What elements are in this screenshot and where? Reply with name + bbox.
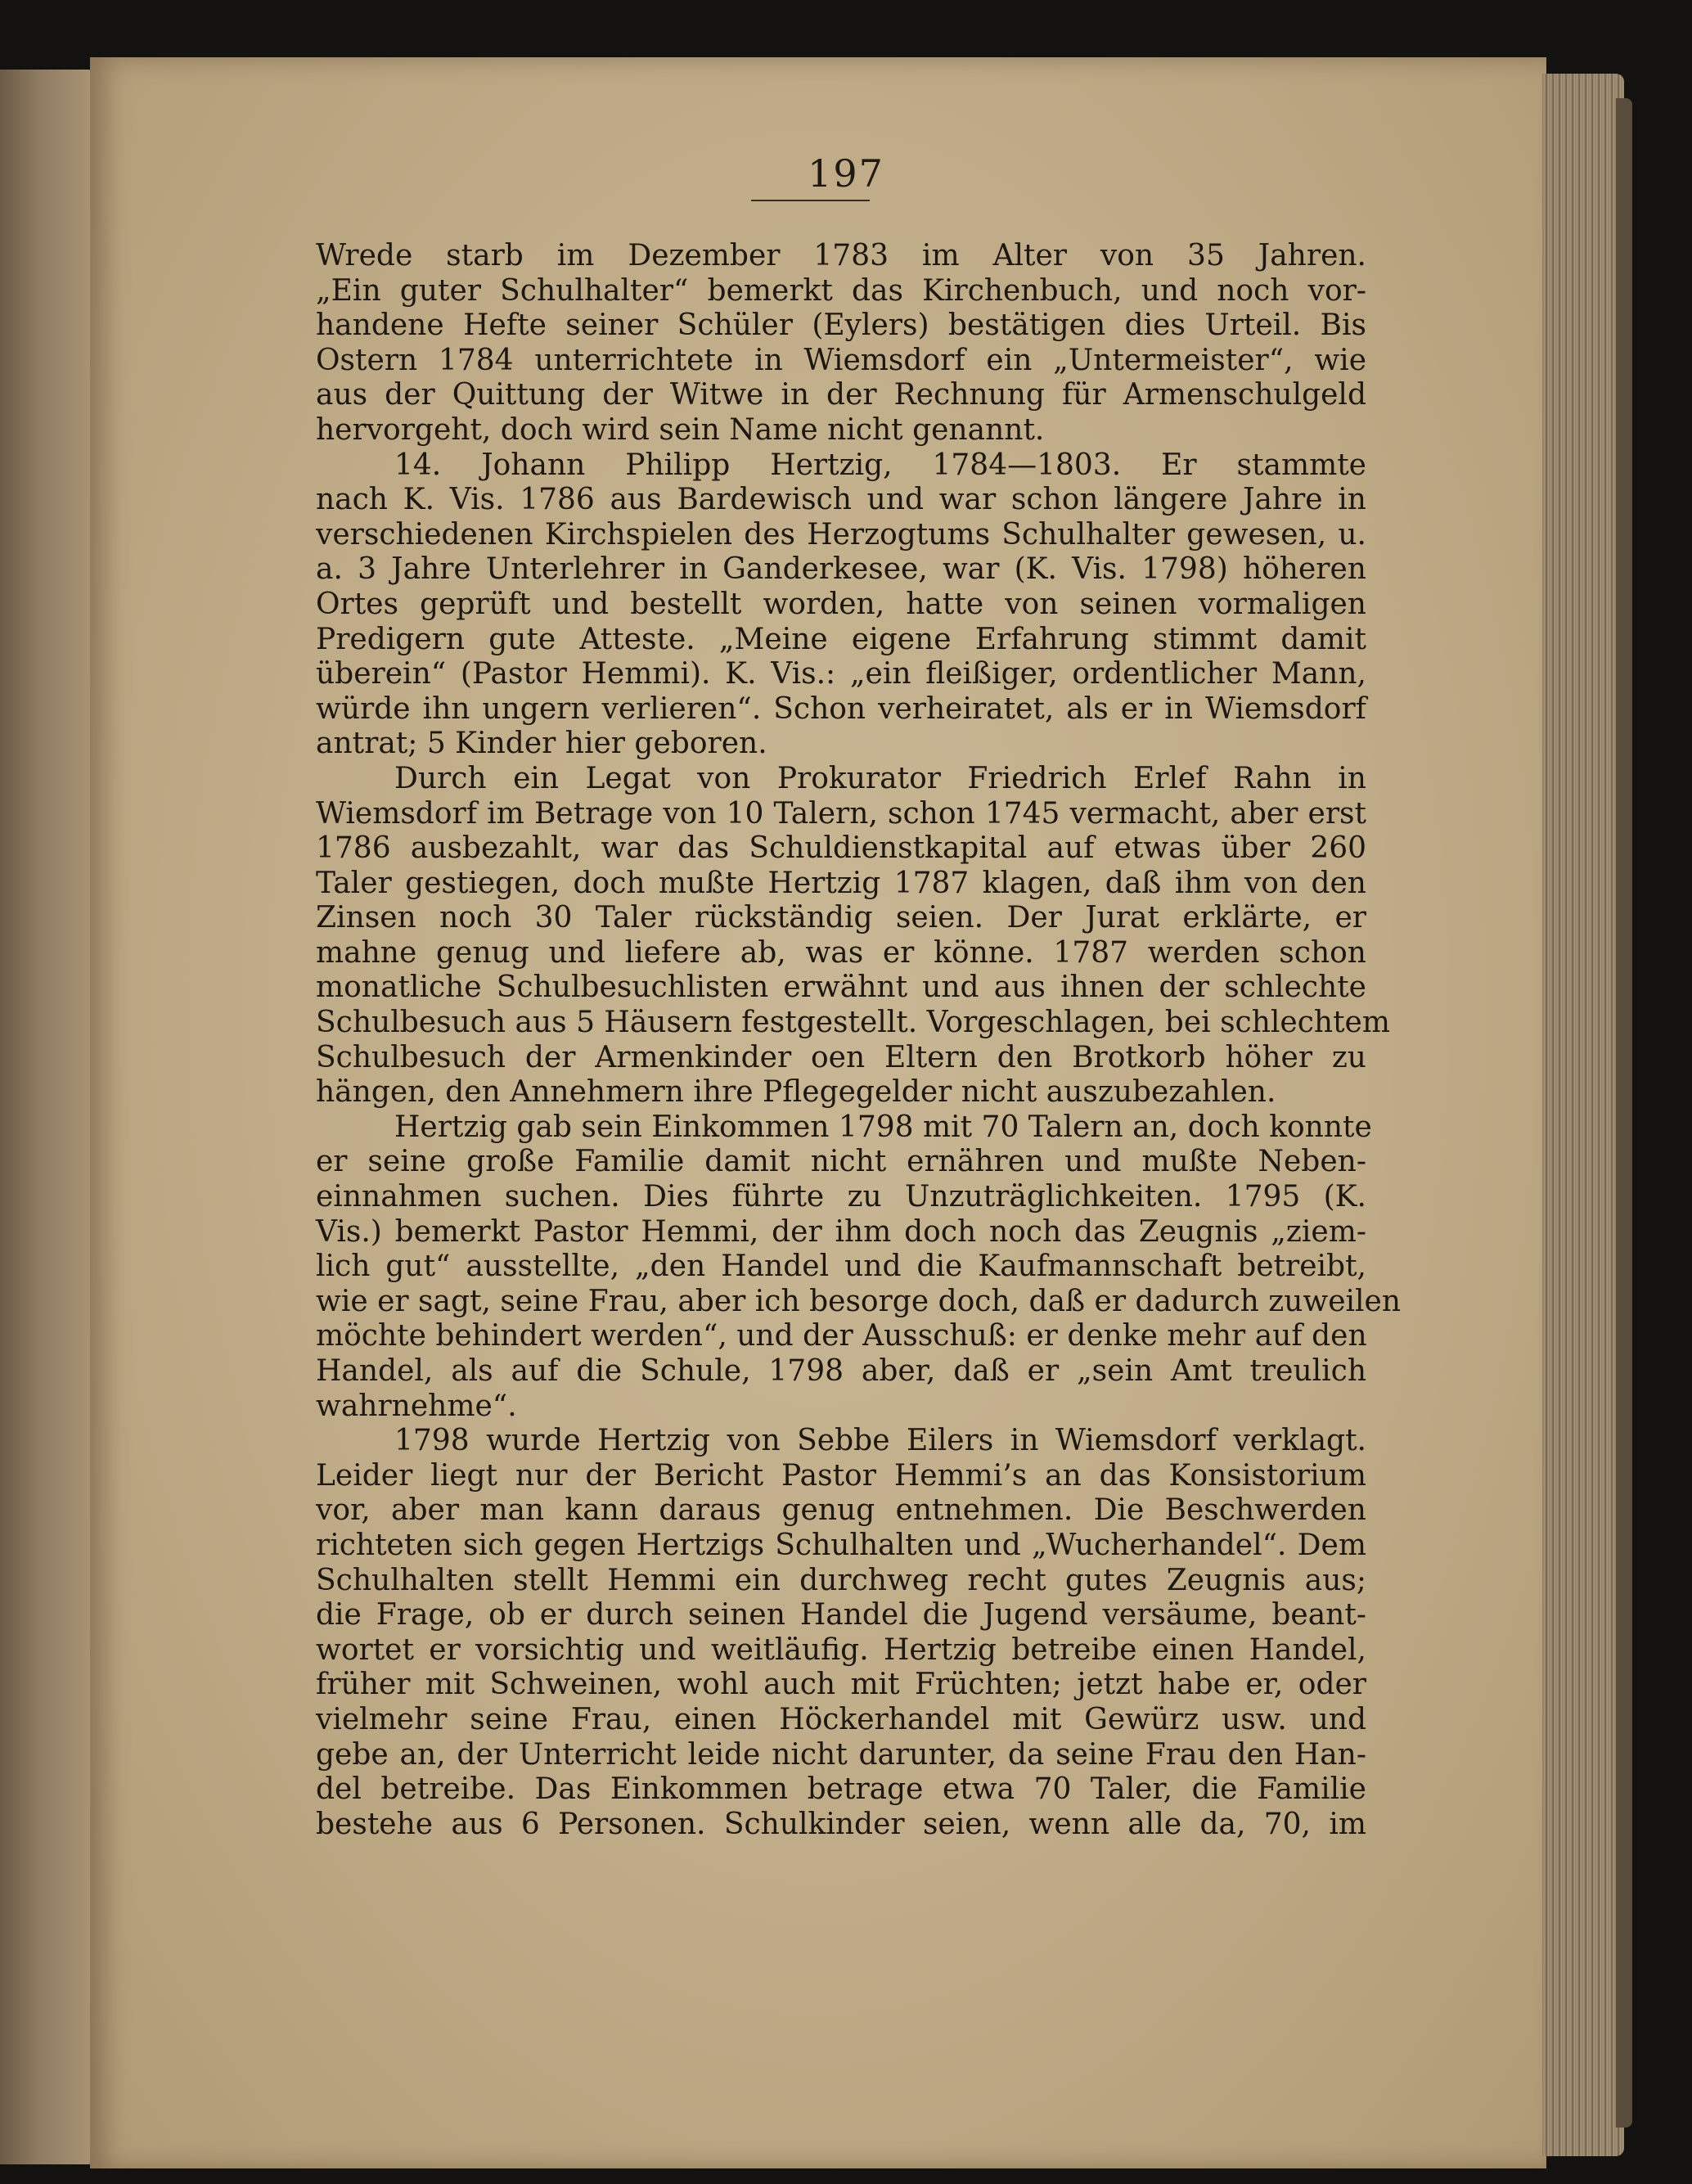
text-line: vor, aber man kann daraus genug entnehmen. Die Beschwerden [316,1493,1366,1528]
text-line: lich gut“ ausstellte, „den Handel und die Kaufmannschaft betreibt, [316,1250,1366,1284]
text-line: handene Hefte seiner Schüler (Eylers) bestätigen dies Urteil. Bis [316,308,1366,343]
text-line: Handel, als auf die Schule, 1798 aber, daß er „sein Amt treulich [316,1354,1366,1388]
text-line: Schulbesuch aus 5 Häusern festgestellt. Vorgeschlagen, bei schlechtem [316,1006,1390,1040]
text-line: del betreibe. Das Einkommen betrage etwa 70 Taler, die Familie [316,1772,1366,1807]
text-line: gebe an, der Unterricht leide nicht darunter, da seine Frau den Han- [316,1737,1366,1772]
text-line: aus der Quittung der Witwe in der Rechnung für Armenschulgeld [316,378,1366,412]
text-line: verschiedenen Kirchspielen des Herzogtums Schulhalter gewesen, u. [316,517,1366,552]
text-line: Wrede starb im Dezember 1783 im Alter von 35 Jahren. [316,239,1366,272]
text-line: überein“ (Pastor Hemmi). K. Vis.: „ein fleißiger, ordentlicher Mann, [316,657,1366,691]
text-line: die Frage, ob er durch seinen Handel die Jugend versäume, beant- [316,1598,1366,1632]
page-number: 197 [808,151,884,196]
text-line: „Ein guter Schulhalter“ bemerkt das Kirchenbuch, und noch vor- [316,273,1366,308]
text-line: Taler gestiegen, doch mußte Hertzig 1787 klagen, daß ihm von den [316,866,1366,900]
text-line: Wiemsdorf im Betrage von 10 Talern, schon 1745 vermacht, aber erst [316,796,1366,831]
text-line: Schulhalten stellt Hemmi ein durchweg recht gutes Zeugnis aus; [316,1563,1366,1597]
text-line: wie er sagt, seine Frau, aber ich besorge doch, daß er dadurch zuweilen [316,1284,1402,1318]
text-line: Ortes geprüft und bestellt worden, hatte von seinen vormaligen [316,587,1366,621]
text-line: 1798 wurde Hertzig von Sebbe Eilers in Wiemsdorf verklagt. [394,1424,1366,1458]
text-line: wahrnehme“. [316,1389,517,1423]
text-line: hängen, den Annehmern ihre Pflegegelder nicht auszubezahlen. [316,1075,1276,1110]
text-line: hervorgeht, doch wird sein Name nicht genannt. [316,412,1045,447]
book-cover-edge [1616,98,1632,2128]
section-heading-line: 14. Johann Philipp Hertzig, 1784—1803. Er stammte [394,448,1366,482]
body-text [316,239,1402,1842]
text-line: früher mit Schweinen, wohl auch mit Früchten; jetzt habe er, oder [316,1668,1366,1702]
text-line: Vis.) bemerkt Pastor Hemmi, der ihm doch noch das Zeugnis „ziem- [316,1214,1366,1249]
text-line: einnahmen suchen. Dies führte zu Unzuträglichkeiten. 1795 (K. [316,1180,1366,1214]
text-line: würde ihn ungern verlieren“. Schon verheiratet, als er in Wiemsdorf [316,691,1366,726]
previous-page-edge [0,70,92,2164]
text-line: er seine große Familie damit nicht ernähren und mußte Neben- [316,1145,1366,1179]
text-line: nach K. Vis. 1786 aus Bardewisch und war schon längere Jahre in [316,483,1366,517]
page-number-rule [751,200,870,201]
text-line: Schulbesuch der Armenkinder oen Eltern den Brotkorb höher zu [316,1040,1366,1074]
text-line: bestehe aus 6 Personen. Schulkinder seien, wenn alle da, 70, im [316,1807,1366,1841]
text-line: a. 3 Jahre Unterlehrer in Ganderkesee, war (K. Vis. 1798) höheren [316,552,1366,587]
text-line: vielmehr seine Frau, einen Höckerhandel mit Gewürz usw. und [316,1702,1366,1736]
text-line: Predigern gute Atteste. „Meine eigene Erfahrung stimmt damit [316,622,1366,656]
text-line: monatliche Schulbesuchlisten erwähnt und aus ihnen der schlechte [316,970,1366,1005]
text-line: Ostern 1784 unterrichtete in Wiemsdorf ein „Untermeister“, wie [316,343,1366,377]
text-line: möchte behindert werden“, und der Ausschuß: er denke mehr auf den [316,1319,1367,1353]
text-line: richteten sich gegen Hertzigs Schulhalten und „Wucherhandel“. Dem [316,1528,1366,1562]
text-line: Leider liegt nur der Bericht Pastor Hemmi’s an das Konsistorium [316,1458,1366,1493]
text-line: antrat; 5 Kinder hier geboren. [316,727,767,761]
text-line: Durch ein Legat von Prokurator Friedrich Erlef Rahn in [394,761,1366,795]
text-line: Zinsen noch 30 Taler rückständig seien. Der Jurat erklärte, er [316,901,1366,935]
page-stack-edge [1542,74,1624,2156]
text-line: 1786 ausbezahlt, war das Schuldienstkapital auf etwas über 260 [316,831,1366,866]
text-line: Hertzig gab sein Einkommen 1798 mit 70 Talern an, doch konnte [394,1110,1372,1144]
text-line: wortet er vorsichtig und weitläufig. Hertzig betreibe einen Handel, [316,1632,1366,1667]
text-line: mahne genug und liefere ab, was er könne. 1787 werden schon [316,935,1366,970]
